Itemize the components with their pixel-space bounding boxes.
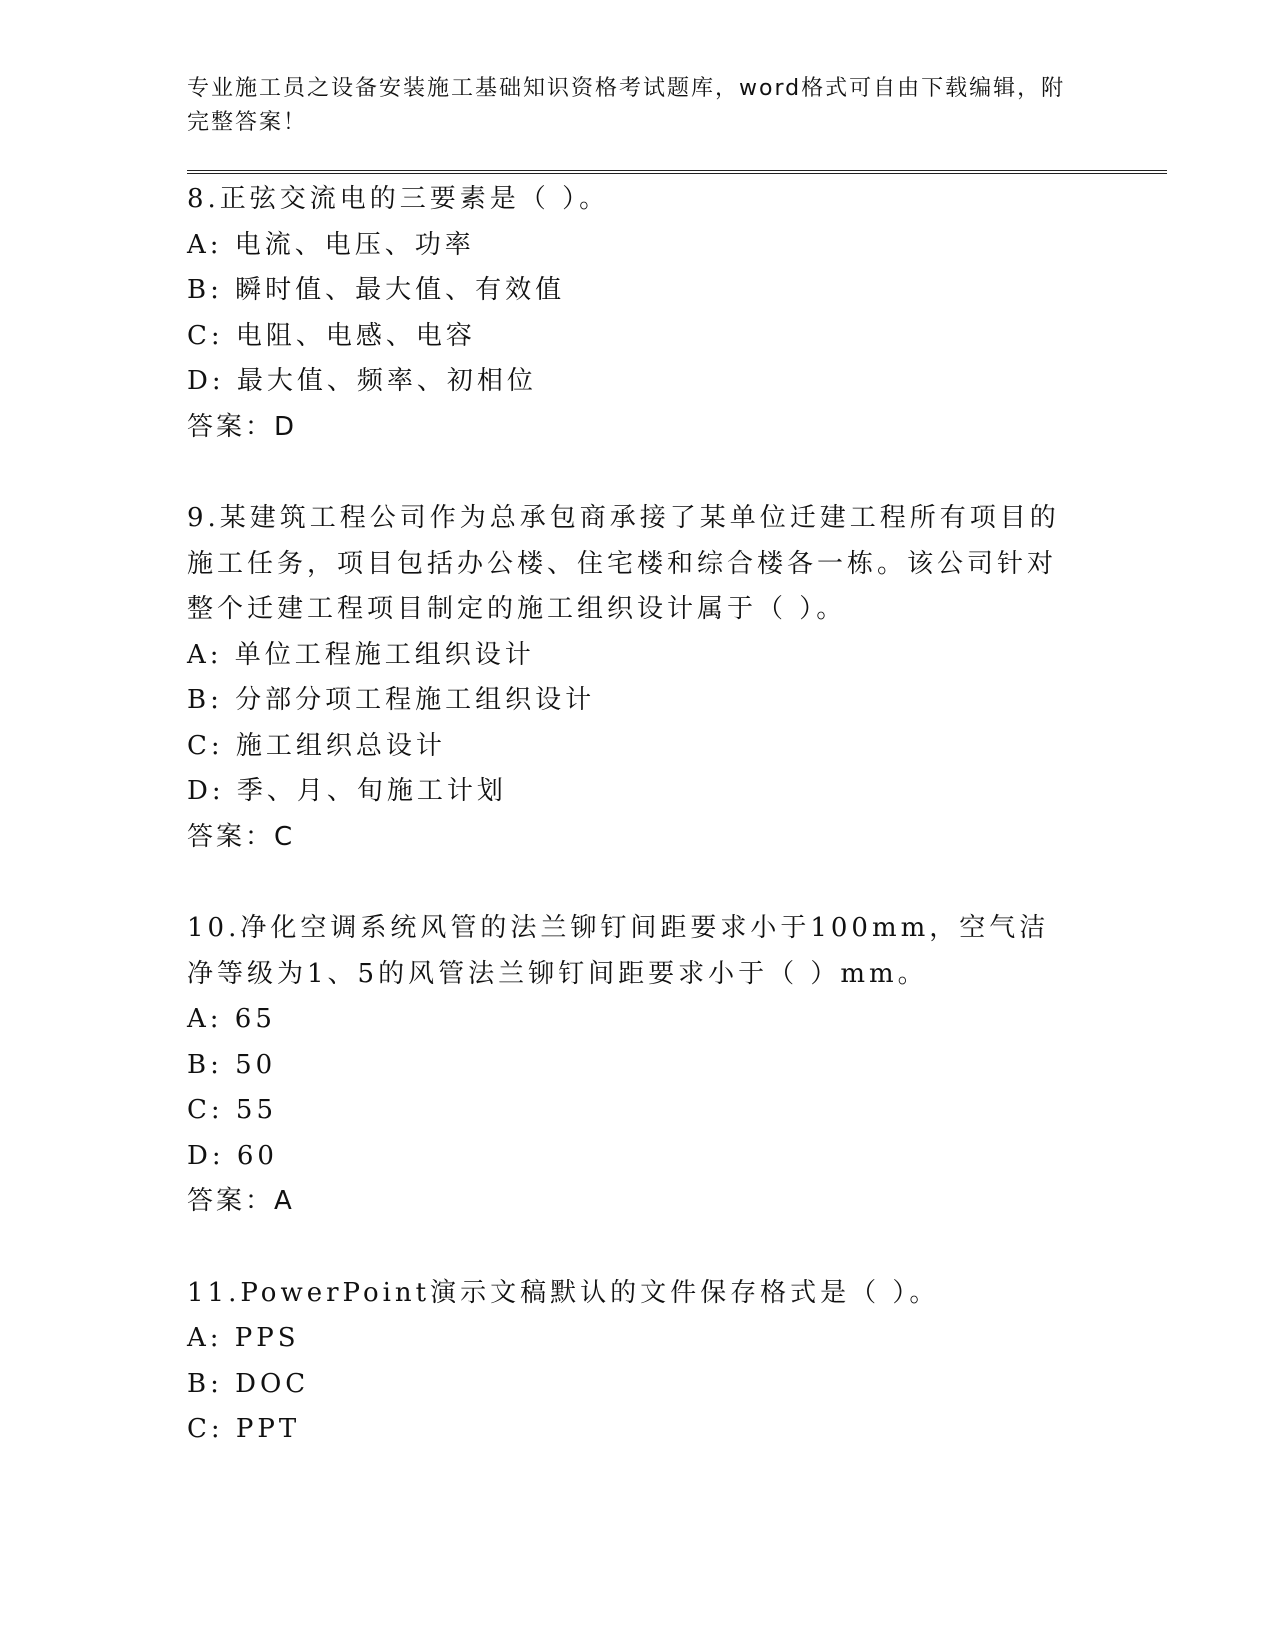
- header-divider: [187, 170, 1167, 174]
- option-a: A: 65: [187, 1004, 276, 1034]
- option-c: C: PPT: [187, 1414, 301, 1444]
- question-stem: 8.正弦交流电的三要素是（ ）。: [187, 184, 610, 214]
- document-page: [187, 72, 1167, 1499]
- option-d: D: 季、月、旬施工计划: [187, 776, 507, 806]
- question-stem: 11.PowerPoint演示文稿默认的文件保存格式是（ ）。: [187, 1277, 940, 1308]
- question-10: [187, 906, 1167, 1225]
- option-d: D: 60: [187, 1140, 278, 1171]
- option-b: B: 分部分项工程施工组织设计: [187, 685, 596, 715]
- option-a: A: 单位工程施工组织设计: [187, 639, 535, 670]
- question-stem: 10.净化空调系统风管的法兰铆钉间距要求小于100mm，空气洁净等级为1、5的风管法兰铆钉间距要求小于（ ）mm。: [187, 913, 1050, 989]
- option-a: A: PPS: [187, 1323, 300, 1353]
- answer-label: 答案：D: [187, 411, 298, 442]
- option-c: C: 电阻、电感、电容: [187, 320, 476, 351]
- option-d: D: 最大值、频率、初相位: [187, 366, 537, 396]
- question-8: [187, 177, 1167, 450]
- answer-label: 答案：A: [187, 1186, 295, 1216]
- document-header: 专业施工员之设备安装施工基础知识资格考试题库，word格式可自由下载编辑，附完整答案！: [187, 76, 1066, 135]
- option-c: C: 55: [187, 1095, 278, 1125]
- question-9: [187, 496, 1167, 860]
- question-list: [187, 177, 1167, 1453]
- option-b: B: 瞬时值、最大值、有效值: [187, 275, 566, 305]
- question-stem: 9.某建筑工程公司作为总承包商承接了某单位迁建工程所有项目的施工任务，项目包括办公楼、住宅楼和综合楼各一栋。该公司针对整个迁建工程项目制定的施工组织设计属于（ ）。: [187, 503, 1060, 624]
- option-a: A: 电流、电压、功率: [187, 229, 475, 260]
- option-b: B: DOC: [187, 1368, 310, 1399]
- answer-label: 答案：C: [187, 821, 296, 852]
- question-11: [187, 1271, 1167, 1453]
- option-c: C: 施工组织总设计: [187, 730, 446, 761]
- option-b: B: 50: [187, 1049, 277, 1080]
